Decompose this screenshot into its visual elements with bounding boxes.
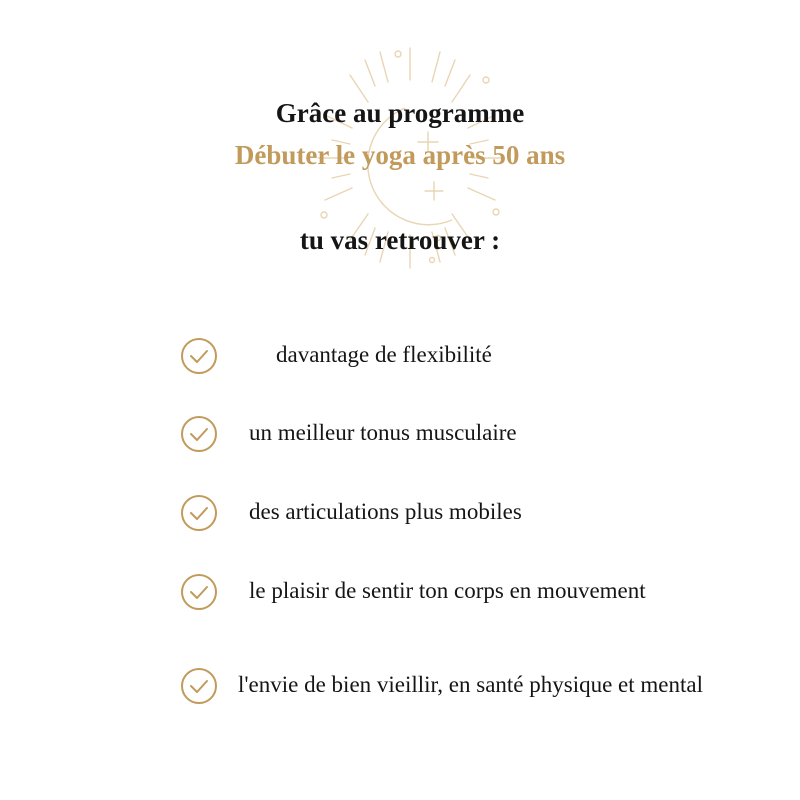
heading-line-3: tu vas retrouver : (299, 225, 501, 255)
list-item (0, 337, 800, 377)
list-item (0, 494, 800, 534)
check-circle-icon (180, 337, 218, 375)
benefit-label: le plaisir de sentir ton corps en mouvement (249, 578, 646, 603)
heading-line-1: Grâce au programme (275, 98, 525, 128)
benefit-label: des articulations plus mobiles (249, 499, 522, 524)
benefit-label: un meilleur tonus musculaire (249, 420, 517, 445)
list-item (0, 415, 800, 455)
benefit-label: l'envie de bien vieillir, en santé physique et mental (238, 672, 703, 697)
benefit-label: davantage de flexibilité (276, 342, 492, 367)
check-circle-icon (180, 667, 218, 705)
check-circle-icon (180, 494, 218, 532)
list-item (0, 573, 800, 613)
list-item (0, 667, 800, 707)
check-circle-icon (180, 415, 218, 453)
program-title: Débuter le yoga après 50 ans (234, 140, 566, 170)
check-circle-icon (180, 573, 218, 611)
